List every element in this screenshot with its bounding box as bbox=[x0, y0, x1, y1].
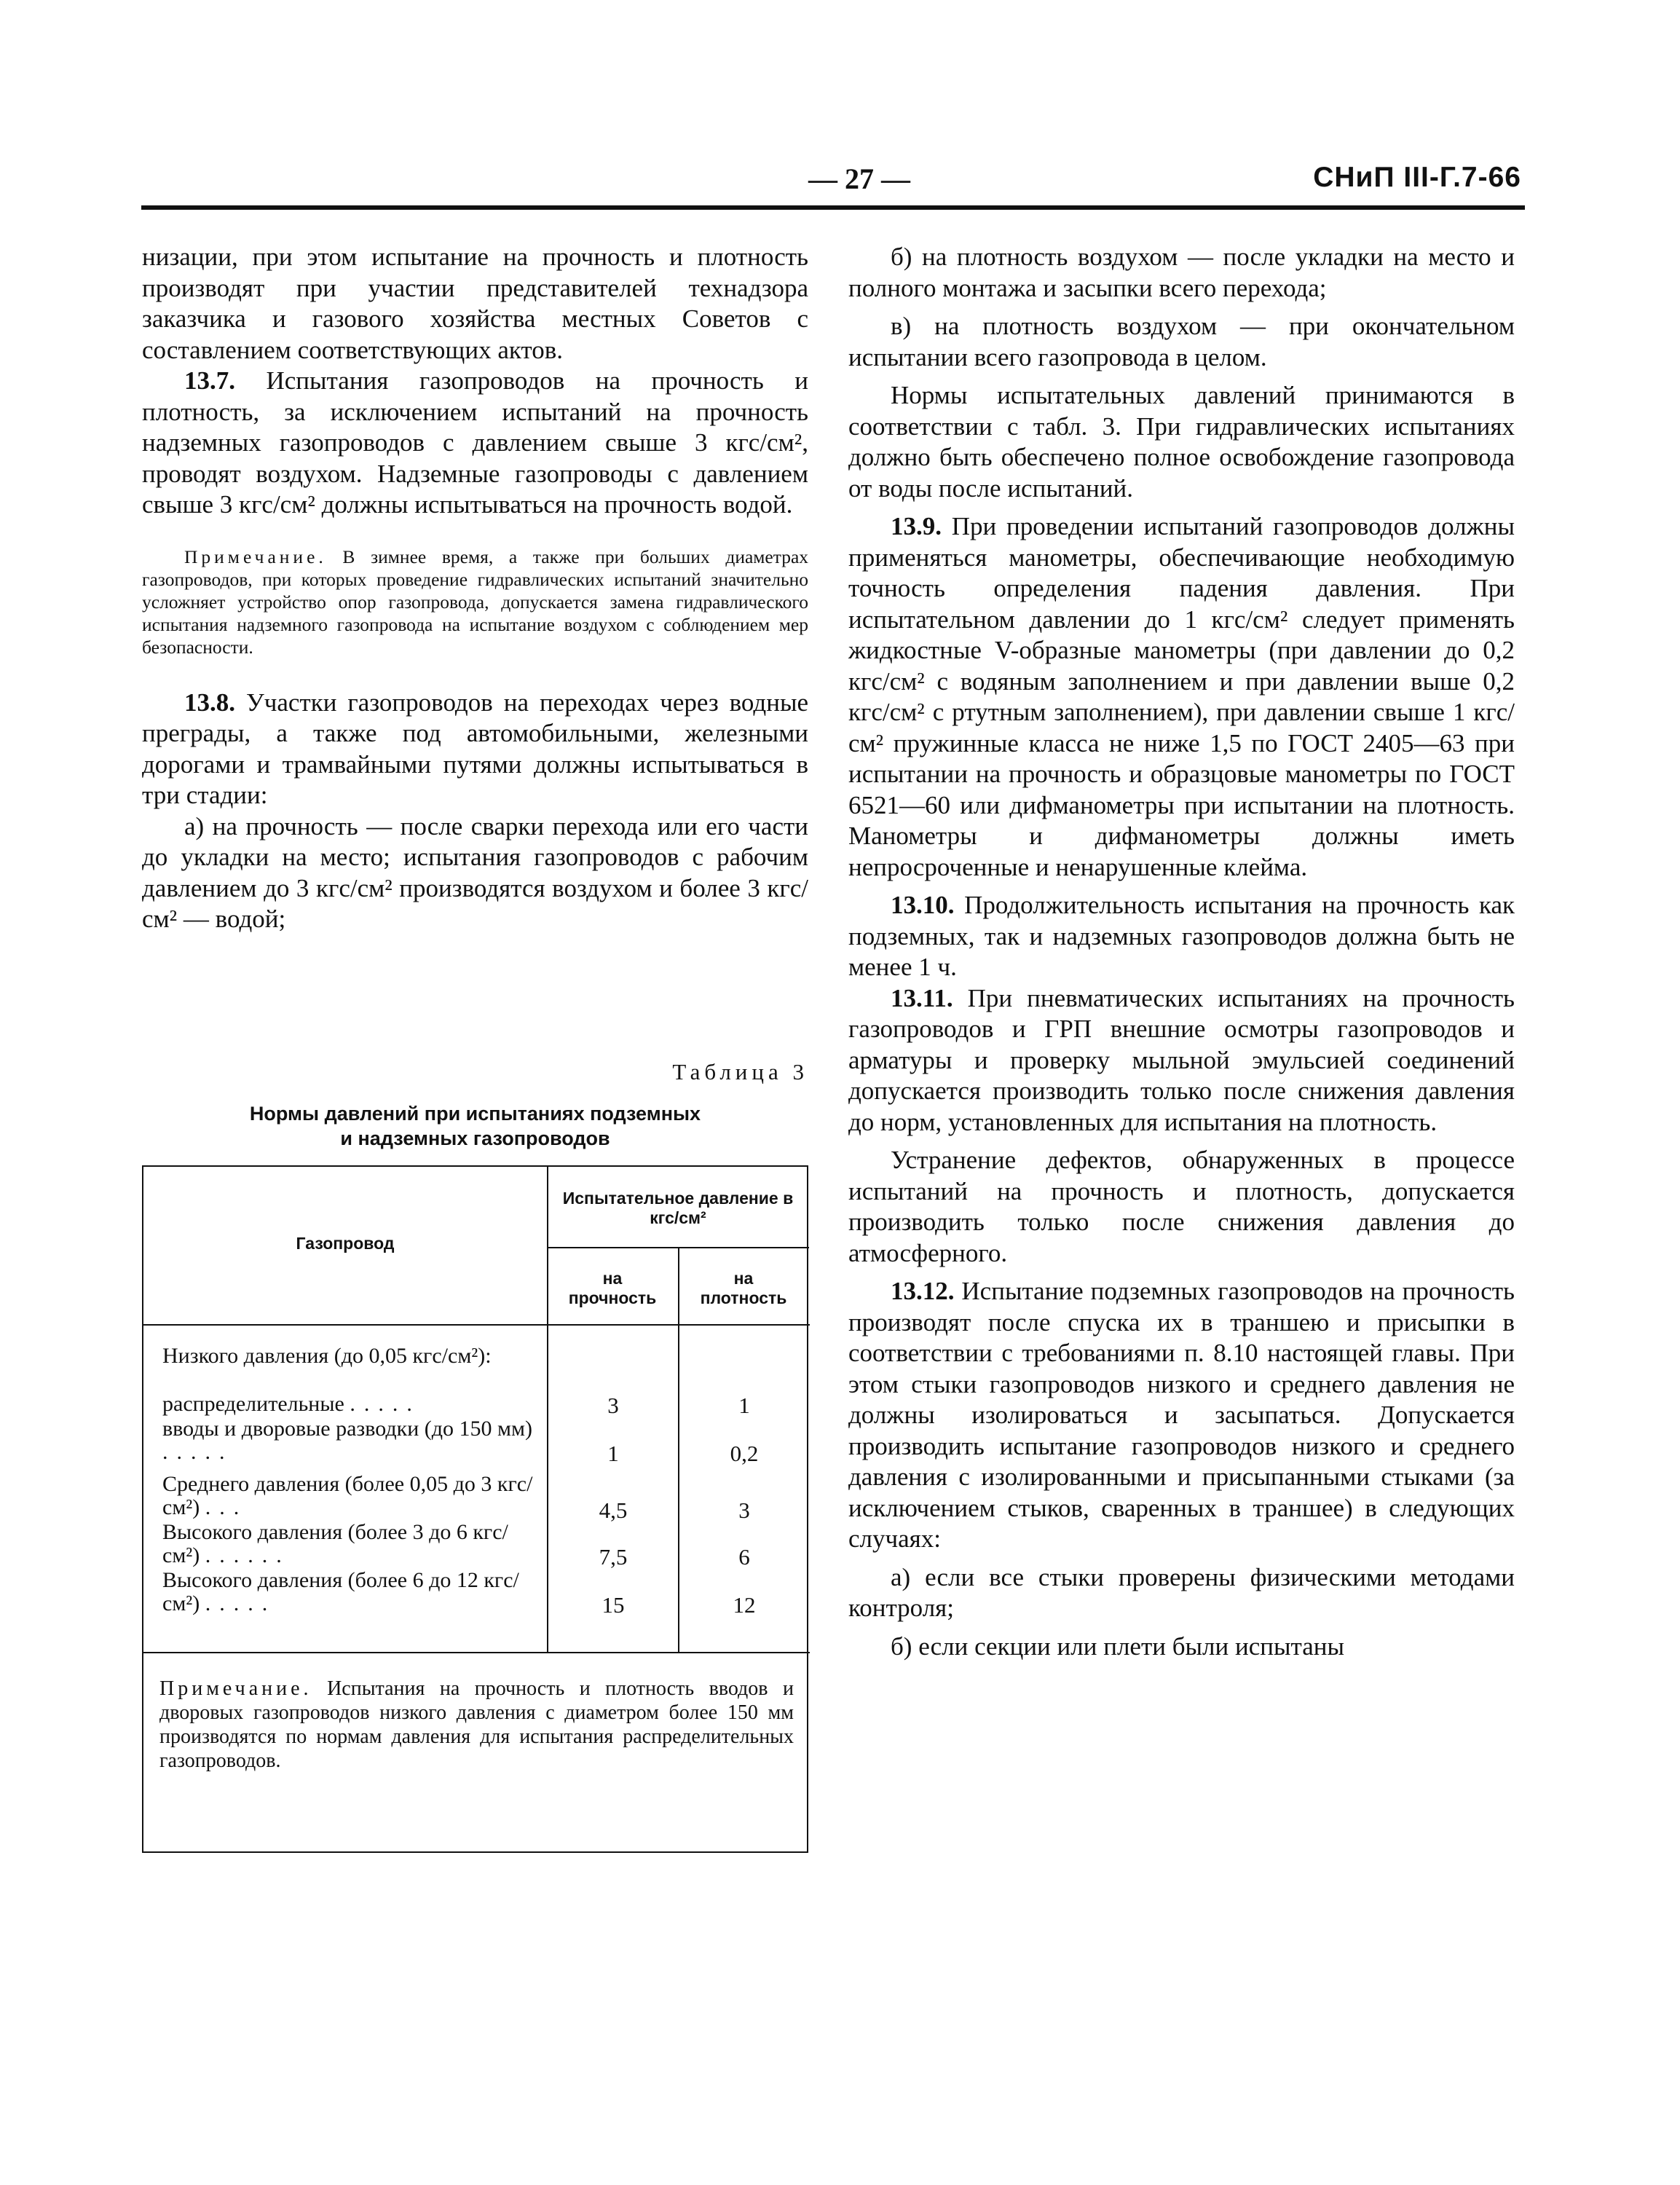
section-number: 13.11. bbox=[891, 983, 953, 1012]
pressure-table bbox=[142, 1165, 808, 1853]
note-text: В зимнее время, а также при больших диаметрах газопроводов, при которых проведение гидравлических испытаний значительно усложняет устройство опор газопровода, допускается замена гидравлического испытания надземного газопровода на испытание воздухом с соблюдением мер безопасности. bbox=[142, 546, 809, 658]
case-a: а) если все стыки проверены физическими методами контроля; bbox=[848, 1562, 1515, 1622]
section-13-8 bbox=[142, 688, 808, 811]
section-text: Испытание подземных газопроводов на прочность производят после спуска их в траншею и присыпки в соответствии с требованиями п. 8.10 настоящей главы. При этом стыки газопроводов низкого и среднего давления не должны изолироваться и засыпаться. Допускается производить испытание газопроводов низкого и среднего давления с изолированными и присыпанными стыками (за исключением стыков, сваренных в траншее) в следующих случаях: bbox=[848, 1277, 1515, 1553]
row-name: вводы и дворовые разводки (до 150 мм) bbox=[162, 1416, 532, 1441]
column-header-pipe: Газопровод bbox=[296, 1233, 395, 1253]
row-name: Высокого давления (более 3 до 6 кгс/см²) bbox=[162, 1519, 508, 1567]
table-cell-density: 0,2 bbox=[730, 1440, 759, 1466]
table-cell-strength: 7,5 bbox=[599, 1543, 628, 1570]
table-cell-strength: 3 bbox=[607, 1392, 619, 1418]
column-header-strength: на прочность bbox=[568, 1268, 657, 1307]
table-cell-strength: 4,5 bbox=[599, 1497, 628, 1523]
row-name: Высокого давления (более 6 до 12 кгс/см²) bbox=[162, 1567, 519, 1615]
section-text: Участки газопроводов на переходах через водные преграды, а также под автомобильными, железными дорогами и трамвайными путями должны испытываться в три стадии: bbox=[142, 688, 809, 809]
section-text: При проведении испытаний газопроводов должны применяться манометры, обеспечивающие необходимую точность определения падения давления. При испытательном давлении до 1 кгс/см² следует применять жидкостные V-образные манометры (при давлении до 0,2 кгс/см² с водяным заполнением и при давлении выше 0,2 кгс/см² с ртутным заполнением), при давлении свыше 1 кгс/см² пружинные класса не ниже 1,5 по ГОСТ 2405—63 при испытании на прочность и образцовые манометры по ГОСТ 6521—60 или дифманометры при испытании на плотность. Манометры и дифманометры должны иметь непросроченные и ненарушенные клейма. bbox=[848, 512, 1515, 881]
table-label: Таблица 3 bbox=[672, 1058, 808, 1084]
case-b: б) если секции или плети были испытаны bbox=[891, 1631, 1345, 1661]
section-text: Продолжительность испытания на прочность как подземных, так и надземных газопроводов должна быть не менее 1 ч. bbox=[848, 891, 1515, 981]
defects-paragraph: Устранение дефектов, обнаруженных в процессе испытаний на прочность и плотность, допускается производить только после снижения давления до атмосферного. bbox=[848, 1146, 1515, 1267]
table-row: Среднего давления (более 0,05 до 3 кгс/см²) ... bbox=[162, 1471, 533, 1519]
section-number: 13.9. bbox=[891, 512, 942, 540]
table-title-line-1: Нормы давлений при испытаниях подземных bbox=[249, 1102, 701, 1125]
table-divider bbox=[678, 1248, 679, 1652]
row-name: Среднего давления (более 0,05 до 3 кгс/см²) bbox=[162, 1471, 533, 1519]
section-13-7 bbox=[142, 366, 808, 521]
row-name: распределительные bbox=[162, 1391, 344, 1416]
note-label: Примечание. bbox=[159, 1677, 312, 1700]
note-13-7 bbox=[142, 546, 808, 658]
table-divider bbox=[547, 1247, 809, 1248]
table-cell-strength: 15 bbox=[602, 1591, 625, 1618]
item-v: в) на плотность воздухом — при окончательном испытании всего газопровода в целом. bbox=[848, 312, 1515, 371]
table-divider bbox=[143, 1652, 810, 1653]
table-divider bbox=[143, 1324, 810, 1326]
section-13-12 bbox=[848, 1276, 1515, 1555]
table-cell-density: 12 bbox=[733, 1591, 756, 1618]
item-b: б) на плотность воздухом — после укладки на место и полного монтажа и засыпки всего перехода; bbox=[848, 243, 1515, 302]
item-a: а) на прочность — после сварки перехода или его части до укладки на место; испытания газопроводов с рабочим давлением до 3 кгс/см² производятся воздухом и более 3 кгс/см² — водой; bbox=[142, 811, 808, 933]
section-number: 13.7. bbox=[184, 366, 235, 395]
left-column bbox=[142, 242, 808, 1853]
table-row: распределительные ..... bbox=[162, 1391, 421, 1416]
paragraph-continuation: низации, при этом испытание на прочность и плотность производят при участии представителей технадзора заказчика и газового хозяйства местных Советов с составлением соответствующих актов. bbox=[142, 243, 808, 364]
table-cell-density: 1 bbox=[738, 1392, 750, 1418]
table-title bbox=[142, 1101, 808, 1151]
table-cell-density: 3 bbox=[738, 1497, 750, 1523]
section-13-11 bbox=[848, 983, 1515, 1138]
section-13-10 bbox=[848, 890, 1515, 983]
note-text: Испытания на прочность и плотность вводов и дворовых газопроводов низкого давления с диаметром более 150 мм производятся по нормам давления для испытания распределительных газопроводов. bbox=[159, 1677, 794, 1772]
pressure-norms-paragraph: Нормы испытательных давлений принимаются в соответствии с табл. 3. При гидравлических испытаниях должно быть обеспечено полное освобождение газопровода от воды после испытаний. bbox=[848, 381, 1515, 503]
table-divider bbox=[547, 1167, 548, 1652]
note-label: Примечание. bbox=[184, 546, 327, 567]
right-column bbox=[848, 242, 1515, 1662]
table-row: Высокого давления (более 6 до 12 кгс/см²) ..... bbox=[162, 1567, 519, 1615]
header-rule bbox=[141, 205, 1525, 210]
section-number: 13.8. bbox=[184, 688, 235, 717]
table-title-line-2: и надземных газопроводов bbox=[340, 1127, 610, 1149]
document-code: СНиП III-Г.7-66 bbox=[1313, 162, 1521, 193]
column-header-pressure: Испытательное давление в кгс/см² bbox=[562, 1188, 794, 1227]
section-text: При пневматических испытаниях на прочность газопроводов и ГРП внешние осмотры газопроводов и арматуры и проверку мыльной эмульсией соединений допускается производить только после снижения давления до норм, установленных для испытания на плотность. bbox=[848, 983, 1515, 1136]
section-number: 13.10. bbox=[891, 891, 955, 919]
table-cell-strength: 1 bbox=[607, 1440, 619, 1466]
table-row: вводы и дворовые разводки (до 150 мм) ..... bbox=[162, 1416, 532, 1464]
section-13-9 bbox=[848, 511, 1515, 883]
section-text: Испытания газопроводов на прочность и плотность, за исключением испытаний на прочность надземных газопроводов с давлением свыше 3 кгс/см², проводят воздухом. Надземные газопроводы с давлением свыше 3 кгс/см² должны испытываться на прочность водой. bbox=[142, 366, 809, 519]
table-cell-density: 6 bbox=[738, 1543, 750, 1570]
section-number: 13.12. bbox=[891, 1277, 955, 1305]
column-header-density: на плотность bbox=[700, 1268, 787, 1307]
table-note bbox=[159, 1677, 794, 1773]
page-number: — 27 — bbox=[808, 162, 910, 195]
table-row: Низкого давления (до 0,05 кгс/см²): bbox=[162, 1343, 492, 1368]
table-row: Высокого давления (более 3 до 6 кгс/см²) ...... bbox=[162, 1519, 508, 1567]
